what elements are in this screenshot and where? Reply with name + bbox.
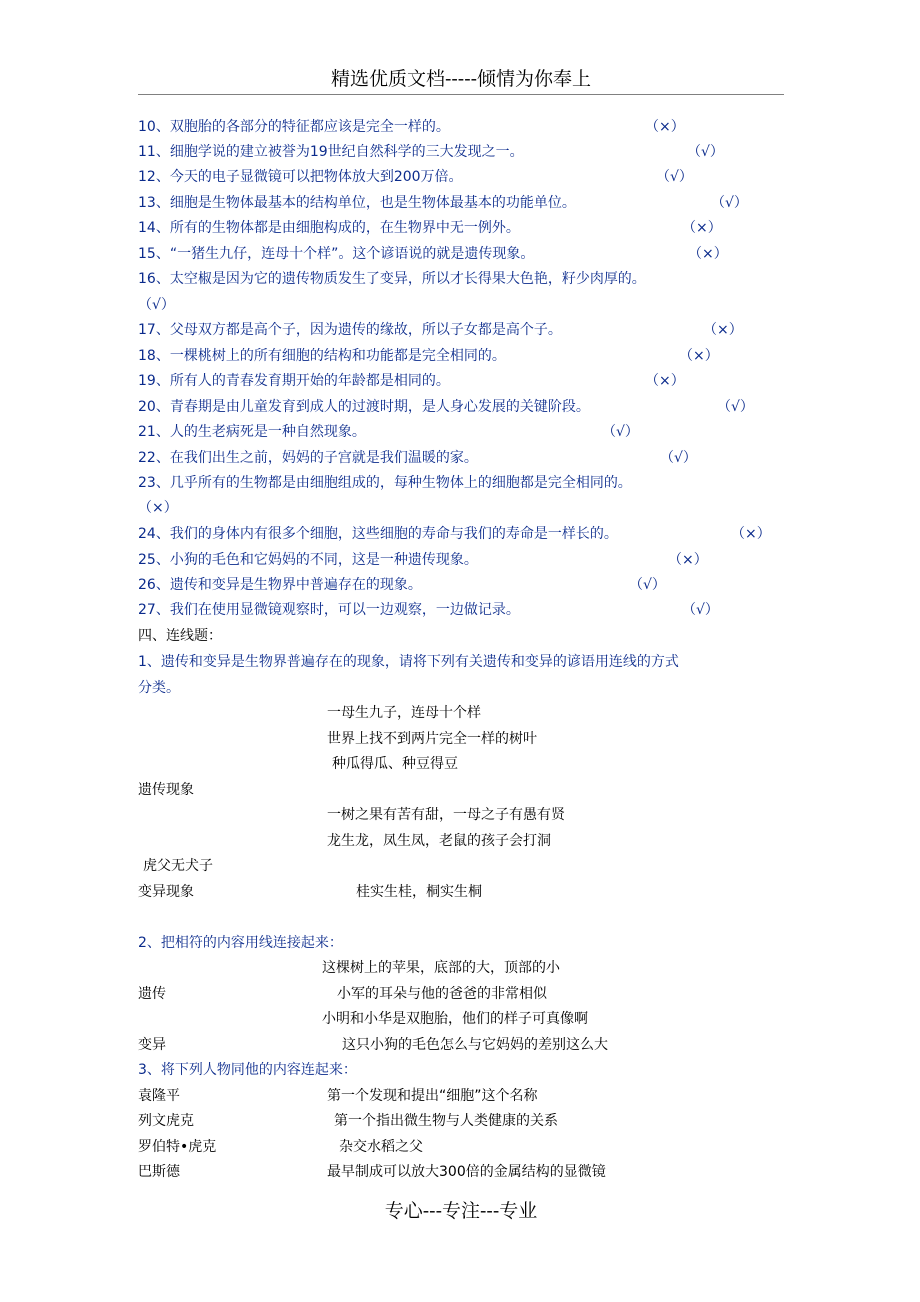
statement-14: 14、所有的生物体都是由细胞构成的，在生物界中无一例外。 <box>138 220 520 236</box>
q3-person: 袁隆平 <box>138 1088 180 1104</box>
q1-proverb: 一树之果有苦有甜，一母之子有愚有贤 <box>327 807 565 823</box>
answer-24: （×） <box>731 526 771 542</box>
answer-18: （×） <box>679 348 719 364</box>
section-heading: 四、连线题： <box>138 628 222 644</box>
statement-19: 19、所有人的青春发育期开始的年龄都是相同的。 <box>138 373 450 389</box>
statement-27: 27、我们在使用显微镜观察时，可以一边观察，一边做记录。 <box>138 602 520 618</box>
q1-proverb-tiger: 虎父无犬子 <box>143 858 213 874</box>
answer-19: （×） <box>645 373 685 389</box>
q2-item: 这只小狗的毛色怎么与它妈妈的差别这么大 <box>342 1037 608 1053</box>
answer-22: （√） <box>660 450 697 466</box>
statement-24: 24、我们的身体内有很多个细胞，这些细胞的寿命与我们的寿命是一样长的。 <box>138 526 618 542</box>
q2-heading: 2、把相符的内容用线连接起来： <box>138 935 343 951</box>
q3-heading: 3、将下列人物同他的内容连起来： <box>138 1062 357 1078</box>
statement-17: 17、父母双方都是高个子，因为遗传的缘故，所以子女都是高个子。 <box>138 322 562 338</box>
q1-category-heredity: 遗传现象 <box>138 782 194 798</box>
answer-12: （√） <box>656 169 693 185</box>
answer-16: （√） <box>138 297 175 313</box>
q3-person: 列文虎克 <box>138 1113 194 1129</box>
answer-17: （×） <box>703 322 743 338</box>
q3-person: 罗伯特•虎克 <box>138 1139 217 1155</box>
q2-category-variation: 变异 <box>138 1037 166 1053</box>
q2-category-heredity: 遗传 <box>138 986 166 1002</box>
answer-20: （√） <box>717 399 754 415</box>
header-title: 精选优质文档-----倾情为你奉上 <box>330 68 592 90</box>
statement-22: 22、在我们出生之前，妈妈的子宫就是我们温暖的家。 <box>138 450 478 466</box>
q1-proverb: 龙生龙，凤生凤，老鼠的孩子会打洞 <box>327 833 551 849</box>
statement-15: 15、“一猪生九仔，连母十个样”。这个谚语说的就是遗传现象。 <box>138 246 535 262</box>
q1-prompt-line1: 1、遗传和变异是生物界普遍存在的现象，请将下列有关遗传和变异的谚语用连线的方式 <box>138 654 679 670</box>
q1-proverb: 桂实生桂，桐实生桐 <box>356 884 482 900</box>
q3-fact: 杂交水稻之父 <box>339 1139 423 1155</box>
q3-fact: 第一个发现和提出“细胞”这个名称 <box>327 1088 538 1104</box>
answer-10: （×） <box>645 119 685 135</box>
statement-11: 11、细胞学说的建立被誉为19世纪自然科学的三大发现之一。 <box>138 144 524 160</box>
q3-fact: 最早制成可以放大300倍的金属结构的显微镜 <box>327 1164 606 1180</box>
page-footer <box>138 1196 784 1223</box>
answer-26: （√） <box>629 577 666 593</box>
statement-26: 26、遗传和变异是生物界中普遍存在的现象。 <box>138 577 422 593</box>
statement-20: 20、青春期是由儿童发育到成人的过渡时期，是人身心发展的关键阶段。 <box>138 399 590 415</box>
q1-proverb: 种瓜得瓜、种豆得豆 <box>332 756 458 772</box>
q2-item: 这棵树上的苹果，底部的大，顶部的小 <box>322 960 560 976</box>
q1-prompt-line2: 分类。 <box>138 680 180 696</box>
statement-21: 21、人的生老病死是一种自然现象。 <box>138 424 366 440</box>
footer-text: 专心---专注---专业 <box>384 1200 538 1222</box>
q1-proverb: 一母生九子，连母十个样 <box>327 705 481 721</box>
answer-21: （√） <box>602 424 639 440</box>
statement-16: 16、太空椒是因为它的遗传物质发生了变异，所以才长得果大色艳，籽少肉厚的。 <box>138 271 646 287</box>
answer-15: （×） <box>688 246 728 262</box>
statement-23: 23、几乎所有的生物都是由细胞组成的，每种生物体上的细胞都是完全相同的。 <box>138 475 632 491</box>
answer-25: （×） <box>668 552 708 568</box>
statement-10: 10、双胞胎的各部分的特征都应该是完全一样的。 <box>138 119 450 135</box>
q3-fact: 第一个指出微生物与人类健康的关系 <box>334 1113 558 1129</box>
answer-13: （√） <box>711 195 748 211</box>
q2-item: 小明和小华是双胞胎，他们的样子可真像啊 <box>322 1011 588 1027</box>
statement-18: 18、一棵桃树上的所有细胞的结构和功能都是完全相同的。 <box>138 348 506 364</box>
answer-11: （√） <box>687 144 724 160</box>
q2-item: 小军的耳朵与他的爸爸的非常相似 <box>337 986 547 1002</box>
answer-23: （×） <box>138 500 178 516</box>
q3-person: 巴斯德 <box>138 1164 180 1180</box>
q1-category-variation: 变异现象 <box>138 884 194 900</box>
answer-14: （×） <box>682 220 722 236</box>
answer-27: （√） <box>682 602 719 618</box>
statement-13: 13、细胞是生物体最基本的结构单位，也是生物体最基本的功能单位。 <box>138 195 576 211</box>
page-header <box>138 64 784 95</box>
q1-proverb: 世界上找不到两片完全一样的树叶 <box>327 731 537 747</box>
statement-12: 12、今天的电子显微镜可以把物体放大到200万倍。 <box>138 169 463 185</box>
statement-25: 25、小狗的毛色和它妈妈的不同，这是一种遗传现象。 <box>138 552 478 568</box>
